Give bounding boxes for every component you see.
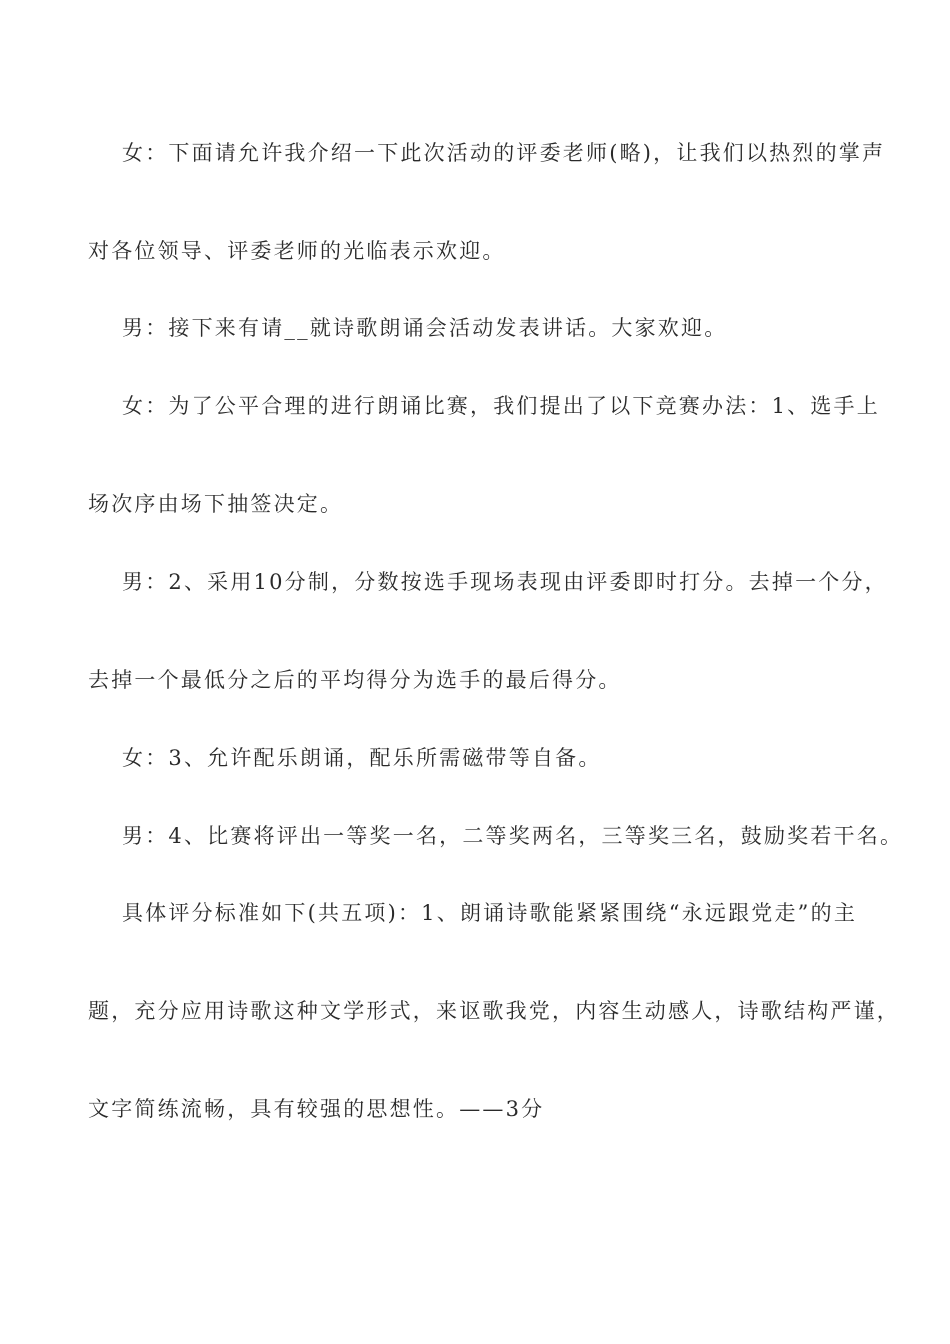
paragraph-line: 男：4、比赛将评出一等奖一名，二等奖两名，三等奖三名，鼓励奖若干名。	[122, 824, 904, 848]
paragraph-line: 去掉一个最低分之后的平均得分为选手的最后得分。	[88, 668, 622, 692]
paragraph-line: 文字简练流畅，具有较强的思想性。——3分	[88, 1097, 545, 1121]
paragraph-line: 男：2、采用10分制，分数按选手现场表现由评委即时打分。去掉一个分，	[122, 570, 888, 594]
paragraph-line: 女：3、允许配乐朗诵，配乐所需磁带等自备。	[122, 746, 602, 770]
paragraph-line: 男：接下来有请__就诗歌朗诵会活动发表讲话。大家欢迎。	[122, 316, 728, 340]
paragraph-line: 女：下面请允许我介绍一下此次活动的评委老师(略)，让我们以热烈的掌声	[122, 141, 886, 165]
paragraph-line: 女：为了公平合理的进行朗诵比赛，我们提出了以下竞赛办法：1、选手上	[122, 394, 880, 418]
paragraph-line: 对各位领导、评委老师的光临表示欢迎。	[88, 239, 506, 263]
paragraph-line: 场次序由场下抽签决定。	[88, 492, 344, 516]
paragraph-line: 题，充分应用诗歌这种文学形式，来讴歌我党，内容生动感人，诗歌结构严谨，	[88, 999, 900, 1023]
paragraph-line: 具体评分标准如下(共五项)：1、朗诵诗歌能紧紧围绕“永远跟党走”的主	[122, 901, 858, 925]
